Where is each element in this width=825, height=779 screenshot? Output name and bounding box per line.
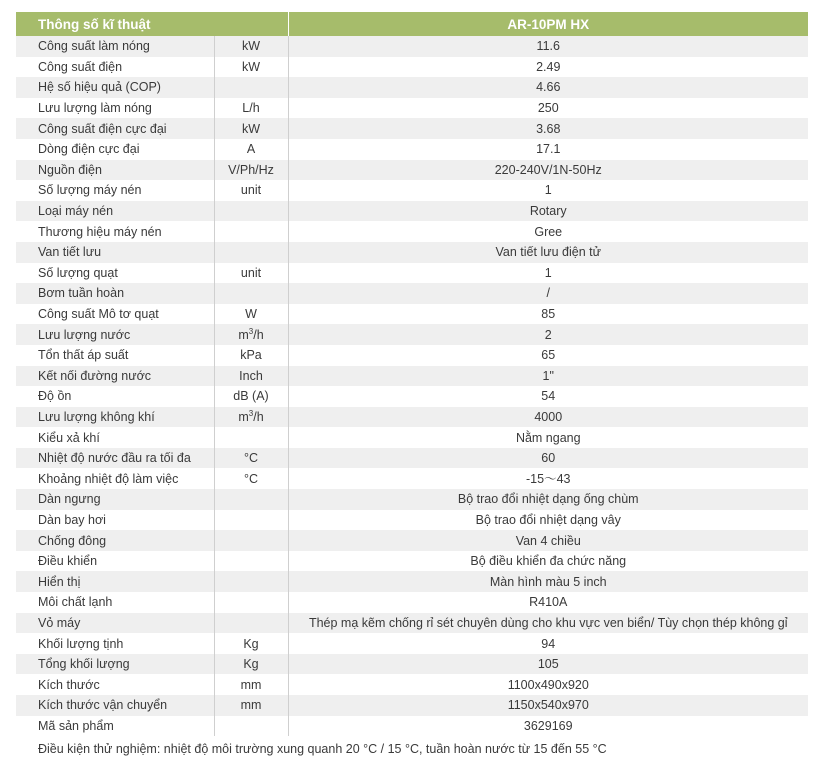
table-row — [16, 695, 808, 716]
unit-superscript: 3 — [248, 326, 254, 336]
spec-value: 250 — [288, 98, 808, 119]
unit-base: m — [238, 327, 249, 342]
spec-value: Bộ trao đổi nhiệt dạng ống chùm — [288, 489, 808, 510]
spec-name: Số lượng máy nén — [16, 180, 214, 201]
spec-name: Công suất làm nóng — [16, 36, 214, 57]
spec-value: Van tiết lưu điện tử — [288, 242, 808, 263]
spec-name: Dòng điện cực đại — [16, 139, 214, 160]
spec-name: Loại máy nén — [16, 201, 214, 222]
spec-unit — [214, 489, 288, 510]
spec-unit — [214, 592, 288, 613]
spec-value: 11.6 — [288, 36, 808, 57]
spec-value: 4.66 — [288, 77, 808, 98]
spec-table-header — [16, 12, 808, 36]
spec-value: Thép mạ kẽm chống rỉ sét chuyên dùng cho khu vực ven biển/ Tùy chọn thép không gỉ — [288, 613, 808, 634]
spec-value: 1 — [288, 180, 808, 201]
spec-name: Kiểu xả khí — [16, 427, 214, 448]
spec-value: 4000 — [288, 407, 808, 428]
table-row — [16, 77, 808, 98]
table-row — [16, 304, 808, 325]
spec-value: 1150x540x970 — [288, 695, 808, 716]
spec-unit: Inch — [214, 366, 288, 387]
spec-unit: kW — [214, 118, 288, 139]
spec-name: Van tiết lưu — [16, 242, 214, 263]
spec-name: Tổn thất áp suất — [16, 345, 214, 366]
spec-name: Nhiệt độ nước đầu ra tối đa — [16, 448, 214, 469]
spec-name: Độ ồn — [16, 386, 214, 407]
spec-name: Thương hiệu máy nén — [16, 221, 214, 242]
unit-header — [214, 12, 288, 36]
spec-unit: V/Ph/Hz — [214, 160, 288, 181]
spec-value: 1100x490x920 — [288, 674, 808, 695]
spec-value: 54 — [288, 386, 808, 407]
spec-value: / — [288, 283, 808, 304]
spec-name: Kích thước — [16, 674, 214, 695]
spec-name: Môi chất lạnh — [16, 592, 214, 613]
table-row — [16, 221, 808, 242]
spec-table — [16, 12, 808, 736]
table-row — [16, 633, 808, 654]
spec-value: 1" — [288, 366, 808, 387]
spec-name: Kích thước vận chuyển — [16, 695, 214, 716]
spec-value: 220-240V/1N-50Hz — [288, 160, 808, 181]
table-row — [16, 118, 808, 139]
spec-value: Màn hình màu 5 inch — [288, 571, 808, 592]
spec-name: Chống đông — [16, 530, 214, 551]
table-row — [16, 530, 808, 551]
spec-unit: L/h — [214, 98, 288, 119]
spec-unit — [214, 201, 288, 222]
spec-name: Công suất Mô tơ quạt — [16, 304, 214, 325]
spec-value: 3.68 — [288, 118, 808, 139]
spec-value: Gree — [288, 221, 808, 242]
table-row — [16, 468, 808, 489]
spec-name: Công suất điện — [16, 57, 214, 78]
table-row — [16, 139, 808, 160]
spec-value: Rotary — [288, 201, 808, 222]
spec-unit — [214, 283, 288, 304]
spec-name: Số lượng quạt — [16, 263, 214, 284]
table-row — [16, 366, 808, 387]
spec-unit: unit — [214, 180, 288, 201]
spec-value: 17.1 — [288, 139, 808, 160]
table-row — [16, 407, 808, 428]
spec-unit: W — [214, 304, 288, 325]
unit-rest: /h — [253, 409, 264, 424]
spec-unit: °C — [214, 448, 288, 469]
spec-unit — [214, 530, 288, 551]
spec-value: 94 — [288, 633, 808, 654]
spec-unit — [214, 77, 288, 98]
table-row — [16, 324, 808, 345]
table-row — [16, 448, 808, 469]
spec-unit — [214, 613, 288, 634]
table-row — [16, 571, 808, 592]
spec-value: 85 — [288, 304, 808, 325]
spec-name: Tổng khối lượng — [16, 654, 214, 675]
table-row — [16, 489, 808, 510]
table-row — [16, 427, 808, 448]
table-row — [16, 283, 808, 304]
unit-superscript: 3 — [248, 408, 254, 418]
spec-value: Van 4 chiều — [288, 530, 808, 551]
spec-unit: Kg — [214, 633, 288, 654]
spec-unit — [214, 221, 288, 242]
spec-value: Bộ trao đổi nhiệt dạng vây — [288, 510, 808, 531]
spec-value: 65 — [288, 345, 808, 366]
table-row — [16, 592, 808, 613]
table-row — [16, 263, 808, 284]
unit-base: m — [238, 409, 249, 424]
spec-name: Lưu lượng nước — [16, 324, 214, 345]
table-row — [16, 201, 808, 222]
spec-unit — [214, 716, 288, 737]
spec-table-container — [16, 12, 808, 736]
spec-name: Lưu lượng làm nóng — [16, 98, 214, 119]
spec-unit — [214, 551, 288, 572]
table-row — [16, 98, 808, 119]
spec-unit — [214, 427, 288, 448]
spec-name: Dàn ngưng — [16, 489, 214, 510]
spec-name: Dàn bay hơi — [16, 510, 214, 531]
spec-name: Lưu lượng không khí — [16, 407, 214, 428]
table-row — [16, 510, 808, 531]
spec-title-header: Thông số kĩ thuật — [16, 12, 214, 36]
table-row — [16, 551, 808, 572]
spec-value: 3629169 — [288, 716, 808, 737]
spec-name: Mã sản phẩm — [16, 716, 214, 737]
spec-name: Hiển thị — [16, 571, 214, 592]
table-row — [16, 36, 808, 57]
spec-table-body — [16, 36, 808, 736]
spec-value: 2 — [288, 324, 808, 345]
spec-value: R410A — [288, 592, 808, 613]
spec-unit: A — [214, 139, 288, 160]
spec-name: Hệ số hiệu quả (COP) — [16, 77, 214, 98]
table-row — [16, 674, 808, 695]
spec-value: Nằm ngang — [288, 427, 808, 448]
model-header: AR-10PM HX — [288, 12, 808, 36]
table-row — [16, 386, 808, 407]
spec-unit: unit — [214, 263, 288, 284]
spec-unit: kW — [214, 36, 288, 57]
table-row — [16, 160, 808, 181]
unit-rest: /h — [253, 327, 264, 342]
spec-value: 2.49 — [288, 57, 808, 78]
spec-name: Khoảng nhiệt độ làm việc — [16, 468, 214, 489]
table-row — [16, 654, 808, 675]
spec-name: Nguồn điện — [16, 160, 214, 181]
spec-name: Bơm tuần hoàn — [16, 283, 214, 304]
table-row — [16, 345, 808, 366]
spec-unit: °C — [214, 468, 288, 489]
spec-value: 1 — [288, 263, 808, 284]
spec-unit: mm — [214, 695, 288, 716]
spec-unit: Kg — [214, 654, 288, 675]
spec-unit: mm — [214, 674, 288, 695]
spec-unit — [214, 510, 288, 531]
spec-unit — [214, 324, 288, 345]
spec-unit: dB (A) — [214, 386, 288, 407]
spec-unit — [214, 407, 288, 428]
test-conditions-note: Điều kiện thử nghiệm: nhiệt độ môi trường xung quanh 20 °C / 15 °C, tuần hoàn nước từ 15 đến 55 °C — [38, 742, 607, 756]
table-row — [16, 57, 808, 78]
spec-value: -15〜43 — [288, 468, 808, 489]
spec-name: Vỏ máy — [16, 613, 214, 634]
spec-unit: kW — [214, 57, 288, 78]
table-row — [16, 242, 808, 263]
spec-value: 60 — [288, 448, 808, 469]
spec-value: Bộ điều khiển đa chức năng — [288, 551, 808, 572]
spec-name: Điều khiển — [16, 551, 214, 572]
spec-unit — [214, 242, 288, 263]
spec-value: 105 — [288, 654, 808, 675]
spec-unit: kPa — [214, 345, 288, 366]
spec-name: Công suất điện cực đại — [16, 118, 214, 139]
table-row — [16, 613, 808, 634]
spec-name: Kết nối đường nước — [16, 366, 214, 387]
table-row — [16, 716, 808, 737]
table-row — [16, 180, 808, 201]
spec-unit — [214, 571, 288, 592]
spec-name: Khối lượng tịnh — [16, 633, 214, 654]
